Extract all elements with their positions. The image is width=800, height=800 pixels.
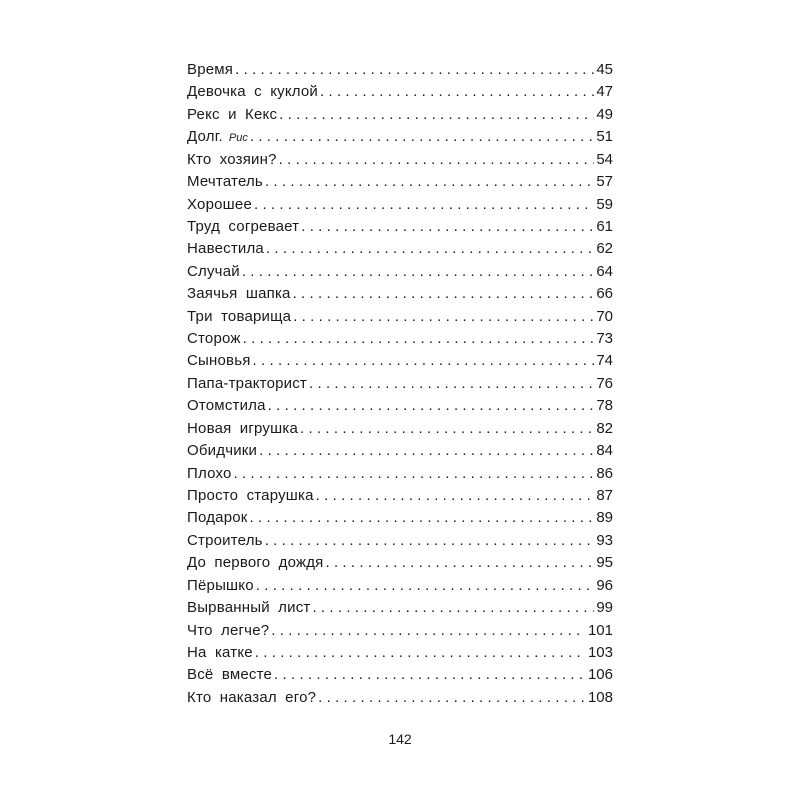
toc-entry-page: 70 <box>596 307 613 325</box>
toc-entry <box>187 373 613 395</box>
toc-entry <box>187 507 613 529</box>
toc-entry-title: Подарок <box>187 509 248 527</box>
toc-entry-title: Три товарища <box>187 307 292 325</box>
toc-entry-title: Сыновья <box>187 352 251 370</box>
toc-entry-page: 108 <box>587 688 613 706</box>
toc-entry-title: Отомстила <box>187 397 266 415</box>
toc-entry-title: Кто наказал его? <box>187 688 317 706</box>
toc-entry-page: 54 <box>596 150 613 168</box>
dot-leader <box>242 261 594 283</box>
toc-entry-title: Сторож <box>187 330 241 348</box>
toc-entry-title: Кто хозяин? <box>187 150 277 168</box>
toc-entry <box>187 283 613 305</box>
dot-leader <box>265 530 595 552</box>
toc-entry-title: Что легче? <box>187 621 270 639</box>
dot-leader <box>312 597 594 619</box>
dot-leader <box>256 575 595 597</box>
toc-entry-page: 82 <box>596 419 613 437</box>
dot-leader <box>293 306 594 328</box>
toc-entry-page: 78 <box>596 397 613 415</box>
toc-entry-title: Новая игрушка <box>187 419 298 437</box>
toc-entry-title: Заячья шапка <box>187 285 291 303</box>
toc-entry-page: 84 <box>596 442 613 460</box>
dot-leader <box>254 194 594 216</box>
dot-leader <box>235 59 594 81</box>
toc-entry-page: 106 <box>587 666 613 684</box>
toc-entry-page: 49 <box>596 105 613 123</box>
dot-leader <box>265 171 594 193</box>
toc-entry <box>187 642 613 664</box>
dot-leader <box>316 485 595 507</box>
dot-leader <box>234 463 595 485</box>
toc-entry <box>187 306 613 328</box>
toc-entry <box>187 485 613 507</box>
toc-entry-page: 87 <box>596 487 613 505</box>
toc-entry-title: Плохо <box>187 464 232 482</box>
toc-entry-page: 59 <box>596 195 613 213</box>
toc-entry-title: Всё вместе <box>187 666 273 684</box>
table-of-contents <box>187 59 613 709</box>
toc-entry-title: Строитель <box>187 531 263 549</box>
toc-entry <box>187 552 613 574</box>
toc-entry-page: 101 <box>587 621 613 639</box>
toc-entry-title: Вырванный лист <box>187 599 311 617</box>
toc-entry <box>187 350 613 372</box>
toc-entry <box>187 261 613 283</box>
toc-entry-page: 64 <box>596 262 613 280</box>
toc-entry-title: Случай <box>187 262 240 280</box>
toc-entry-page: 93 <box>596 531 613 549</box>
dot-leader <box>274 664 586 686</box>
toc-entry <box>187 440 613 462</box>
toc-entry-title: Мечтатель <box>187 173 263 191</box>
dot-leader <box>266 238 594 260</box>
dot-leader <box>271 620 586 642</box>
toc-entry-page: 61 <box>596 217 613 235</box>
toc-entry <box>187 620 613 642</box>
page-number: 142 <box>388 731 412 747</box>
toc-entry <box>187 575 613 597</box>
dot-leader <box>279 104 594 126</box>
toc-entry-page: 89 <box>596 509 613 527</box>
toc-entry-page: 96 <box>596 576 613 594</box>
toc-entry-page: 62 <box>596 240 613 258</box>
toc-entry <box>187 126 613 148</box>
toc-entry-page: 103 <box>587 643 613 661</box>
toc-entry <box>187 149 613 171</box>
toc-entry-title: Просто старушка <box>187 487 314 505</box>
toc-entry <box>187 171 613 193</box>
toc-entry-page: 99 <box>596 599 613 617</box>
dot-leader <box>293 283 595 305</box>
dot-leader <box>325 552 594 574</box>
toc-entry-title: Хорошее <box>187 195 252 213</box>
toc-entry <box>187 597 613 619</box>
toc-entry-subtitle: Рис <box>228 132 248 145</box>
dot-leader <box>279 149 595 171</box>
toc-entry-title: Время <box>187 61 234 78</box>
toc-entry <box>187 59 613 81</box>
dot-leader <box>253 350 595 372</box>
dot-leader <box>268 395 595 417</box>
toc-entry-title: Рекс и Кекс <box>187 105 278 123</box>
toc-entry-title: На катке <box>187 643 253 661</box>
toc-entry-page: 45 <box>596 61 613 78</box>
toc-entry <box>187 216 613 238</box>
toc-entry-page: 57 <box>596 173 613 191</box>
dot-leader <box>250 126 594 148</box>
dot-leader <box>243 328 595 350</box>
toc-entry <box>187 194 613 216</box>
toc-entry <box>187 395 613 417</box>
toc-entry-title: До первого дождя <box>187 554 324 572</box>
dot-leader <box>300 418 594 440</box>
toc-entry-page: 74 <box>596 352 613 370</box>
toc-entry <box>187 418 613 440</box>
dot-leader <box>309 373 594 395</box>
toc-entry-title: Труд согревает <box>187 217 300 235</box>
toc-entry <box>187 238 613 260</box>
toc-entry-page: 86 <box>596 464 613 482</box>
toc-entry-page: 66 <box>596 285 613 303</box>
toc-entry-page: 95 <box>596 554 613 572</box>
toc-entry-title: Папа-тракторист <box>187 374 308 392</box>
dot-leader <box>259 440 594 462</box>
toc-entry-title: Навестила <box>187 240 264 258</box>
toc-entry-page: 51 <box>596 128 613 146</box>
toc-entry <box>187 104 613 126</box>
toc-entry-title: Долг. <box>187 128 223 146</box>
dot-leader <box>255 642 586 664</box>
toc-entry-page: 76 <box>596 374 613 392</box>
dot-leader <box>301 216 594 238</box>
toc-entry <box>187 687 613 709</box>
toc-entry-title: Пёрышко <box>187 576 254 594</box>
toc-entry-page: 73 <box>596 330 613 348</box>
dot-leader <box>320 81 594 103</box>
toc-entry-title: Обидчики <box>187 442 258 460</box>
toc-entry-title: Девочка с куклой <box>187 83 319 101</box>
toc-entry <box>187 664 613 686</box>
dot-leader <box>250 507 595 529</box>
toc-entry <box>187 530 613 552</box>
toc-entry-page: 47 <box>596 83 613 101</box>
toc-entry <box>187 81 613 103</box>
toc-entry <box>187 463 613 485</box>
dot-leader <box>318 687 586 709</box>
toc-entry <box>187 328 613 350</box>
